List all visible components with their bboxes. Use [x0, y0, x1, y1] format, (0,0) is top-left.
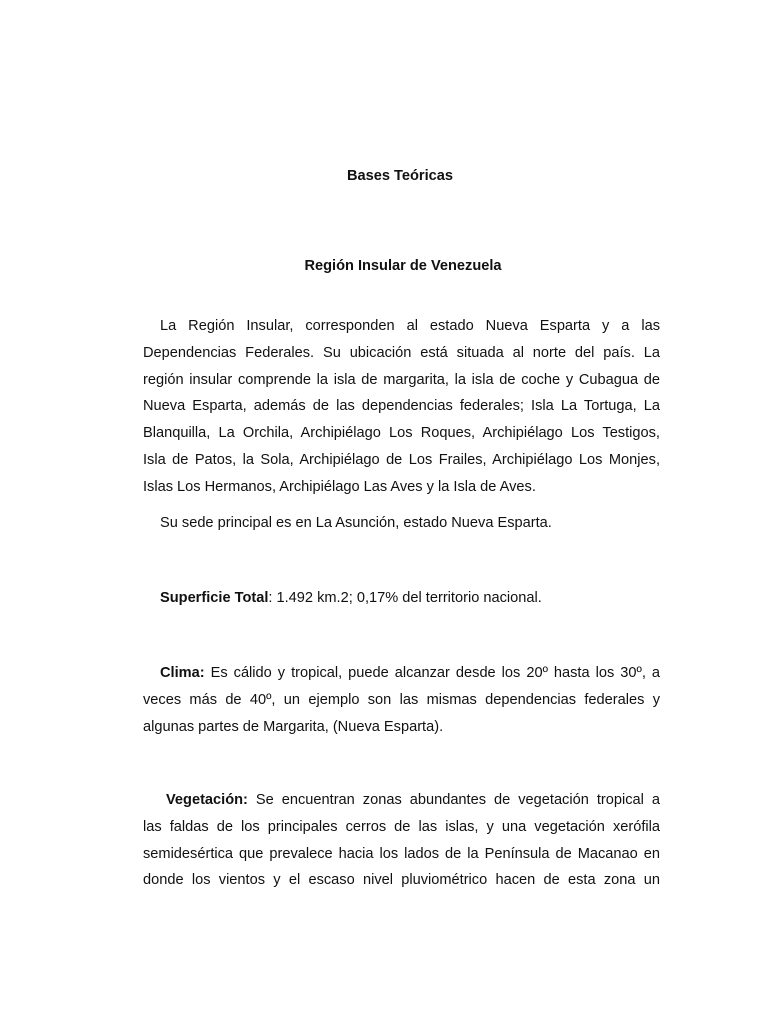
paragraph-region-insular [143, 313, 660, 501]
text-line [143, 660, 660, 687]
superficie-text: : 1.492 km.2; 0,17% del territorio nacional. [268, 590, 542, 606]
text-line: Nueva Esparta, además de las dependencias federales; Isla La Tortuga, La [143, 398, 660, 415]
text-line: semidesértica que prevalece hacia los lados de la Península de Macanao en [143, 845, 660, 862]
vegetacion-text: Se encuentran zonas abundantes de vegetación tropical a [247, 792, 660, 808]
text-line: Su sede principal es en La Asunción, estado Nueva Esparta. [160, 515, 552, 531]
text-line: La Región Insular, corresponden al estado Nueva Esparta y a las [160, 318, 660, 334]
vegetacion-label: Vegetación: [166, 792, 248, 808]
paragraph-vegetacion [143, 787, 660, 894]
section-heading: Región Insular de Venezuela [304, 258, 502, 274]
page-title: Bases Teóricas [346, 168, 453, 184]
text-line: Blanquilla, La Orchila, Archipiélago Los Roques, Archipiélago Los Testigos, [143, 425, 660, 442]
text-line: las faldas de los principales cerros de las islas, y una vegetación xerófila [143, 818, 660, 835]
paragraph-clima [143, 660, 660, 740]
text-line: algunas partes de Margarita, (Nueva Esparta). [143, 718, 444, 735]
text-line [143, 585, 660, 612]
clima-label: Clima: [160, 665, 205, 681]
text-line: región insular comprende la isla de margarita, la isla de coche y Cubagua de [143, 371, 660, 388]
text-line [143, 787, 660, 814]
text-line: veces más de 40º, un ejemplo son las mismas dependencias federales y [143, 691, 660, 708]
text-line: Islas Los Hermanos, Archipiélago Las Aves y la Isla de Aves. [143, 478, 536, 495]
superficie-label: Superficie Total [160, 590, 269, 606]
text-line: donde los vientos y el escaso nivel pluviométrico hacen de esta zona un [143, 872, 660, 889]
text-line: Isla de Patos, la Sola, Archipiélago de Los Frailes, Archipiélago Los Monjes, [143, 451, 660, 468]
clima-text: Es cálido y tropical, puede alcanzar desde los 20º hasta los 30º, a [204, 665, 660, 681]
paragraph-sede [143, 510, 660, 537]
text-line: Dependencias Federales. Su ubicación está situada al norte del país. La [143, 344, 660, 361]
paragraph-superficie [143, 585, 660, 612]
